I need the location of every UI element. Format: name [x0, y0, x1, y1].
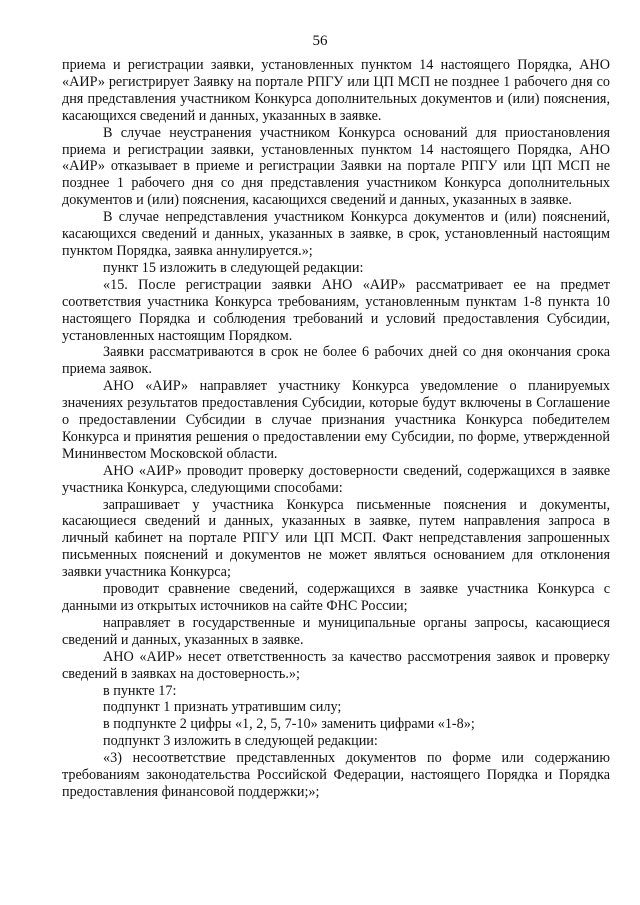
- paragraph: Заявки рассматриваются в срок не более 6 рабочих дней со дня окончания срока приема заявок.: [62, 344, 610, 378]
- paragraph: АНО «АИР» несет ответственность за качество рассмотрения заявок и проверку сведений в заявках на достоверность.»;: [62, 648, 610, 682]
- paragraph: В случае непредставления участником Конкурса документов и (или) пояснений, касающихся сведений и данных, указанных в заявке, в срок, установленный настоящим пунктом Порядка, заявка аннулируется.»;: [62, 209, 610, 259]
- paragraph: подпункт 3 изложить в следующей редакции:: [103, 733, 378, 750]
- paragraph: «15. После регистрации заявки АНО «АИР» рассматривает ее на предмет соответствия участника Конкурса требованиям, установленным пунктам 1-8 пункта 10 настоящего Порядка и соблюдения требований и условий предоставления Субсидии, установленных настоящим Порядком.: [62, 276, 610, 344]
- paragraph: «3) несоответствие представленных документов по форме или содержанию требованиям законодательства Российской Федерации, настоящего Порядка и Порядка предоставления финансовой поддержки;»;: [62, 750, 610, 800]
- paragraph: направляет в государственные и муниципальные органы запросы, касающиеся сведений и данных, указанных в заявке.: [62, 614, 610, 648]
- paragraph: проводит сравнение сведений, содержащихся в заявке участника Конкурса с данными из открытых источников на сайте ФНС России;: [62, 581, 610, 614]
- page-number: 56: [312, 33, 328, 49]
- document-body: [62, 57, 610, 801]
- paragraph: пункт 15 изложить в следующей редакции:: [103, 259, 364, 276]
- paragraph: АНО «АИР» проводит проверку достоверности сведений, содержащихся в заявке участника Конкурса, следующими способами:: [62, 462, 610, 496]
- paragraph: подпункт 1 признать утратившим силу;: [103, 699, 342, 716]
- paragraph: запрашивает у участника Конкурса письменные пояснения и документы, касающиеся сведений и данных, указанных в заявке, путем направления запроса в личный кабинет на портале РПГУ или ЦП МСП. Факт непредставления запрошенных письменных пояснений и документов не может являться основанием для отклонения заявки участника Конкурса;: [62, 496, 610, 581]
- paragraph: в пункте 17:: [103, 682, 177, 699]
- paragraph: в подпункте 2 цифры «1, 2, 5, 7-10» заменить цифрами «1-8»;: [103, 716, 475, 733]
- paragraph: В случае неустранения участником Конкурса оснований для приостановления приема и регистрации заявки, установленных пунктом 14 настоящего Порядка, АНО «АИР» отказывает в приеме и регистрации Заявки на портале РПГУ или ЦП МСП не позднее 1 рабочего дня со дня представления участником Конкурса дополнительных документов и (или) пояснения, касающихся сведений и данных, указанных в заявке.: [62, 124, 610, 209]
- paragraph: приема и регистрации заявки, установленных пунктом 14 настоящего Порядка, АНО «АИР» регистрирует Заявку на портале РПГУ или ЦП МСП не позднее 1 рабочего дня со дня представления участником Конкурса дополнительных документов и (или) пояснения, касающихся сведений и данных, указанных в заявке.: [62, 57, 610, 124]
- paragraph: АНО «АИР» направляет участнику Конкурса уведомление о планируемых значениях результатов предоставления Субсидии, которые будут включены в Соглашение о предоставлении Субсидии в случае признания участника Конкурса победителем Конкурса и принятия решения о предоставлении ему Субсидии, по форме, утвержденной Мининвестом Московской области.: [62, 378, 610, 462]
